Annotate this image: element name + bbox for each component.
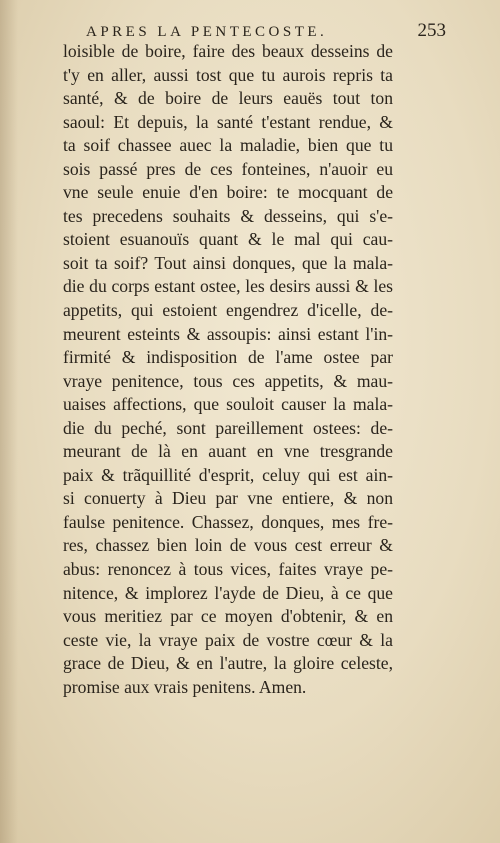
running-title: APRES LA PENTECOSTE. bbox=[86, 24, 328, 40]
text-line: grace de Dieu, & en l'autre, la gloire celeste, bbox=[63, 653, 393, 674]
text-line: tes precedens souhaits & desseins, qui s'e- bbox=[63, 205, 393, 226]
text-line: vous meritiez par ce moyen d'obtenir, & en bbox=[63, 606, 393, 627]
page-number: 253 bbox=[417, 20, 446, 41]
text-line: firmité & indisposition de l'ame ostee par bbox=[63, 347, 393, 368]
text-line: soit ta soif? Tout ainsi donques, que la mala- bbox=[63, 252, 393, 273]
body-text bbox=[63, 40, 393, 699]
text-line: saoul: Et depuis, la santé t'estant rendue, & bbox=[63, 111, 393, 132]
text-line-final: promise aux vrais penitens. Amen. bbox=[63, 676, 307, 697]
text-line: si conuerty à Dieu par vne entiere, & non bbox=[63, 488, 393, 509]
text-line: die du corps estant ostee, les desirs aussi & les bbox=[63, 276, 393, 297]
gutter-shadow bbox=[0, 0, 18, 843]
text-line: meurant de là en auant en vne tresgrande bbox=[63, 441, 393, 462]
text-line: ceste vie, la vraye paix de vostre cœur & la bbox=[63, 629, 393, 650]
text-line: stoient esuanouïs quant & le mal qui cau- bbox=[63, 229, 393, 250]
text-line: faulse penitence. Chassez, donques, mes fre- bbox=[63, 511, 393, 532]
text-line: meurent esteints & assoupis: ainsi estant l'in- bbox=[63, 323, 393, 344]
text-line: sois passé pres de ces fonteines, n'auoir eu bbox=[63, 158, 393, 179]
text-line: vne seule enuie d'en boire: te mocquant de bbox=[63, 182, 393, 203]
text-line: uaises affections, que souloit causer la mala- bbox=[63, 394, 393, 415]
text-line: ta soif chassee auec la maladie, bien que tu bbox=[63, 135, 393, 156]
text-line: appetits, qui estoient engendrez d'icelle, de- bbox=[63, 300, 393, 321]
text-line: abus: renoncez à tous vices, faites vraye pe- bbox=[63, 559, 393, 580]
text-line: santé, & de boire de leurs eauës tout ton bbox=[63, 88, 393, 109]
text-line: loisible de boire, faire des beaux desseins de bbox=[63, 41, 393, 61]
text-line: nitence, & implorez l'ayde de Dieu, à ce que bbox=[63, 582, 393, 603]
text-line: t'y en aller, aussi tost que tu aurois repris ta bbox=[63, 64, 393, 85]
text-line: paix & trãquillité d'esprit, celuy qui est ain- bbox=[63, 464, 393, 485]
text-line: die du peché, sont pareillement ostees: de- bbox=[63, 417, 393, 438]
text-line: res, chassez bien loin de vous cest erreur & bbox=[63, 535, 393, 556]
text-line: vraye penitence, tous ces appetits, & mau- bbox=[63, 370, 393, 391]
